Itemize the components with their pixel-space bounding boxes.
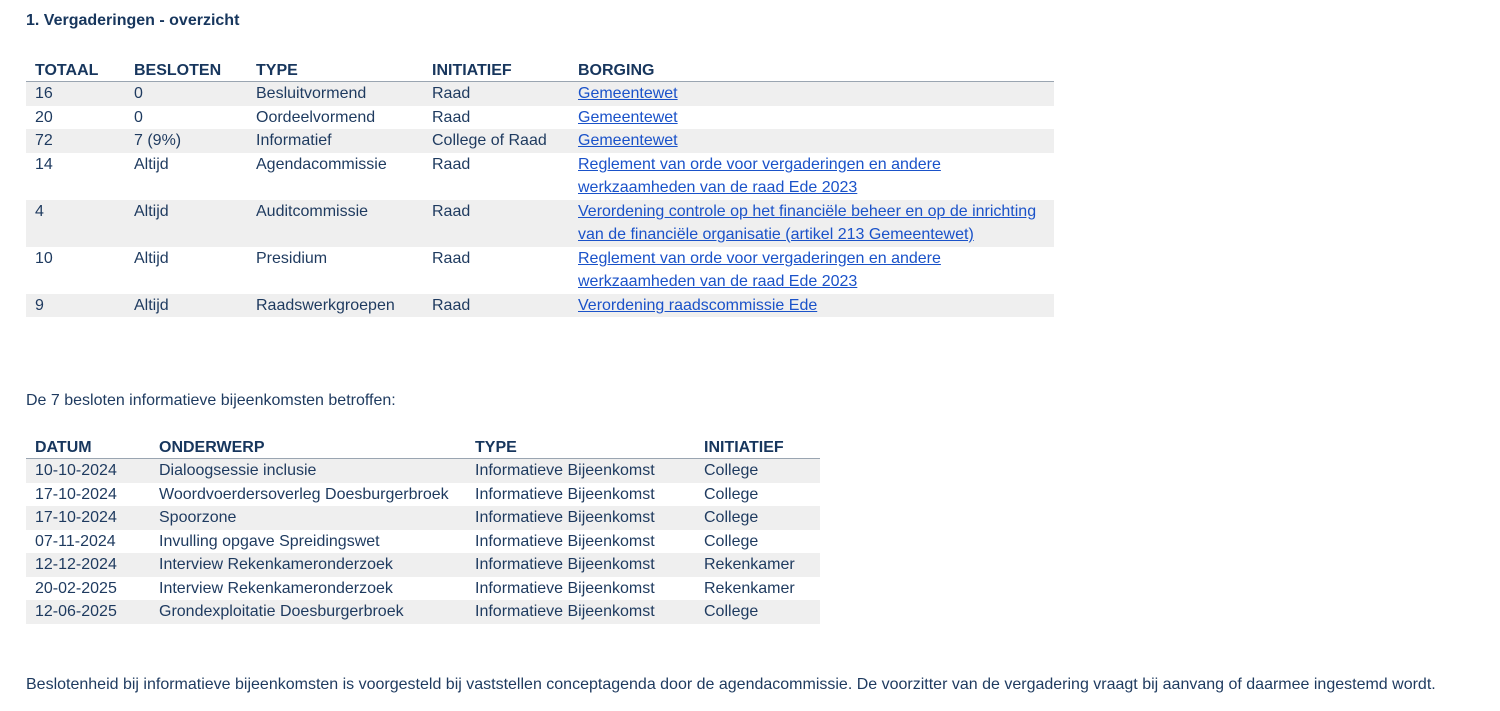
cell-initiatief: Raad (432, 155, 471, 173)
cell-initiatief: College (695, 459, 820, 483)
footer-note: Beslotenheid bij informatieve bijeenkomsten is voorgesteld bij vaststellen conceptagenda door de agendacommissie. De voorzitter van de vergadering vraagt bij aanvang of daarmee ingestemd wordt. (26, 676, 1436, 693)
cell-initiatief: Raad (432, 108, 471, 126)
borging-link[interactable]: Gemeentewet (578, 85, 678, 102)
borging-link[interactable]: Reglement van orde voor vergaderingen en andere werkzaamheden van de raad Ede 2023 (578, 249, 941, 290)
cell-besloten: 0 (125, 82, 247, 106)
cell-initiatief: Rekenkamer (695, 553, 820, 577)
cell-type: Raadswerkgroepen (247, 294, 423, 318)
cell-totaal: 10 (35, 249, 53, 267)
cell-initiatief: Rekenkamer (704, 579, 795, 597)
cell-initiatief: College (704, 485, 759, 503)
cell-type: Presidium (256, 249, 328, 267)
cell-initiatief: College (704, 532, 759, 550)
borging-link[interactable]: Gemeentewet (578, 108, 678, 126)
cell-type: Oordeelvormend (256, 108, 376, 126)
column-header-totaal: TOTAAL (26, 58, 125, 82)
cell-onderwerp: Dialoogsessie inclusie (150, 459, 466, 483)
table-row (26, 294, 1054, 318)
cell-totaal: 72 (26, 129, 125, 153)
cell-borging (569, 129, 1054, 153)
cell-borging (569, 106, 1054, 130)
column-header-borging: BORGING (569, 58, 1054, 82)
cell-type: Informatieve Bijeenkomst (466, 506, 695, 530)
cell-borging (569, 200, 1054, 247)
cell-totaal: 20 (35, 108, 53, 126)
cell-besloten: Altijd (134, 155, 169, 173)
cell-onderwerp: Interview Rekenkameronderzoek (159, 579, 393, 597)
cell-besloten: Altijd (125, 294, 247, 318)
cell-datum: 20-02-2025 (35, 579, 117, 597)
cell-initiatief: Raad (423, 200, 569, 247)
table-row (26, 577, 820, 601)
cell-besloten: 7 (9%) (125, 129, 247, 153)
cell-besloten: 0 (134, 108, 143, 126)
cell-onderwerp: Interview Rekenkameronderzoek (150, 553, 466, 577)
cell-totaal: 16 (26, 82, 125, 106)
cell-type: Informatieve Bijeenkomst (466, 600, 695, 624)
table-row (26, 530, 820, 554)
cell-type: Informatieve Bijeenkomst (475, 485, 655, 503)
cell-borging (569, 82, 1054, 106)
cell-onderwerp: Spoorzone (150, 506, 466, 530)
borging-link[interactable]: Verordening raadscommissie Ede (578, 296, 818, 314)
column-header-initiatief: INITIATIEF (695, 435, 820, 459)
cell-type: Auditcommissie (247, 200, 423, 247)
table-row (26, 106, 1054, 130)
cell-initiatief: College (695, 600, 820, 624)
table-row (26, 82, 1054, 106)
table-row (26, 459, 820, 483)
table-header-row (26, 58, 1054, 82)
meetings-table (26, 58, 1054, 317)
cell-datum: 07-11-2024 (35, 532, 116, 550)
cell-totaal: 9 (26, 294, 125, 318)
cell-type: Informatieve Bijeenkomst (475, 579, 655, 597)
cell-totaal: 4 (26, 200, 125, 247)
cell-besloten: Altijd (125, 200, 247, 247)
table-row (26, 200, 1054, 247)
column-header-datum: DATUM (26, 435, 150, 459)
borging-link[interactable]: Gemeentewet (578, 132, 678, 149)
borging-link[interactable]: Reglement van orde voor vergaderingen en andere werkzaamheden van de raad Ede 2023 (578, 155, 941, 196)
cell-type: Besluitvormend (247, 82, 423, 106)
cell-borging (569, 247, 1054, 294)
cell-initiatief: Raad (423, 294, 569, 318)
column-header-initiatief: INITIATIEF (423, 58, 569, 82)
cell-type: Informatieve Bijeenkomst (466, 553, 695, 577)
cell-onderwerp: Woordvoerdersoverleg Doesburgerbroek (159, 485, 449, 503)
table-row (26, 506, 820, 530)
closed-meetings-table (26, 435, 820, 624)
table-row (26, 553, 820, 577)
cell-besloten: Altijd (134, 249, 169, 267)
section-title: 1. Vergaderingen - overzicht (26, 12, 240, 29)
cell-initiatief: Raad (423, 82, 569, 106)
table-header-row (26, 435, 820, 459)
column-header-onderwerp: ONDERWERP (150, 435, 466, 459)
table-row (26, 153, 1054, 200)
cell-borging (569, 294, 1054, 318)
column-header-type: TYPE (466, 435, 695, 459)
column-header-type: TYPE (247, 58, 423, 82)
cell-datum: 12-06-2025 (26, 600, 150, 624)
document-page (26, 0, 1500, 711)
cell-initiatief: College of Raad (423, 129, 569, 153)
cell-datum: 10-10-2024 (26, 459, 150, 483)
cell-initiatief: Raad (432, 249, 471, 267)
cell-type: Informatieve Bijeenkomst (466, 459, 695, 483)
cell-onderwerp: Invulling opgave Spreidingswet (159, 532, 380, 550)
table-row (26, 483, 820, 507)
cell-datum: 17-10-2024 (26, 506, 150, 530)
cell-type: Agendacommissie (256, 155, 387, 173)
cell-type: Informatief (247, 129, 423, 153)
table-row (26, 600, 820, 624)
borging-link[interactable]: Verordening controle op het financiële beheer en op de inrichting van de financiële organisatie (artikel 213 Gemeentewet) (578, 202, 1037, 243)
cell-datum: 12-12-2024 (26, 553, 150, 577)
closed-meetings-intro: De 7 besloten informatieve bijeenkomsten betroffen: (26, 392, 396, 409)
cell-onderwerp: Grondexploitatie Doesburgerbroek (150, 600, 466, 624)
cell-type: Informatieve Bijeenkomst (475, 532, 655, 550)
table-row (26, 247, 1054, 294)
cell-initiatief: College (695, 506, 820, 530)
table-row (26, 129, 1054, 153)
cell-totaal: 14 (35, 155, 53, 173)
cell-datum: 17-10-2024 (35, 485, 117, 503)
cell-borging (569, 153, 1054, 200)
column-header-besloten: BESLOTEN (125, 58, 247, 82)
